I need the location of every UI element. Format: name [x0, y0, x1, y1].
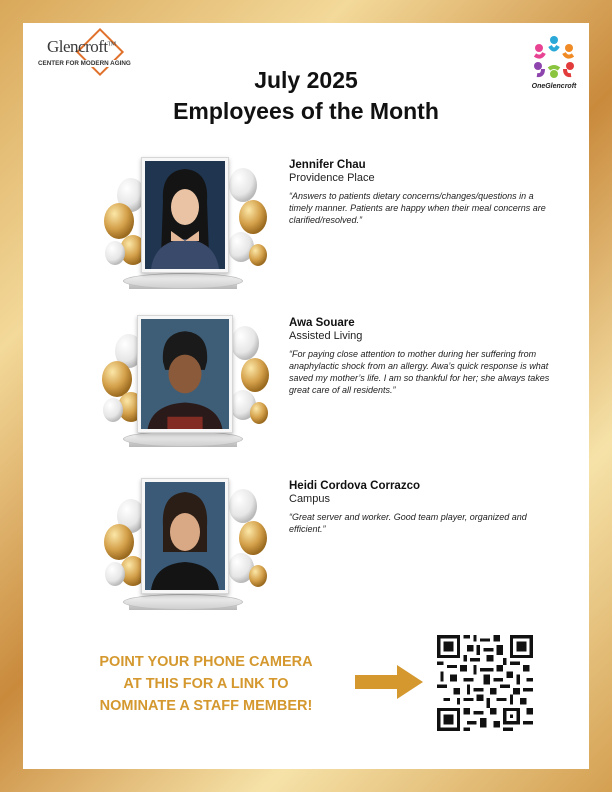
pedestal-top [123, 273, 243, 289]
cta-line-2: AT THIS FOR A LINK TO [123, 676, 289, 692]
nominate-call-to-action [71, 651, 341, 717]
employee-card-3 [23, 476, 589, 626]
employee-photo-frame [141, 157, 229, 273]
employee-quote: “Great server and worker. Good team player, organized and efficient.” [289, 512, 527, 534]
employee-photo-frame [141, 478, 229, 594]
employee-quote: “Answers to patients dietary concerns/changes/questions in a timely manner. Patients are happy when their meal concerns are clarified/resolved.” [289, 191, 546, 225]
cta-line-3: NOMINATE A STAFF MEMBER! [99, 698, 313, 714]
employee-info [289, 317, 559, 396]
title-month: July 2025 [254, 67, 358, 93]
pedestal-top [123, 594, 243, 610]
employee-info [289, 159, 559, 226]
org-name: Glencroft™ [47, 37, 116, 56]
employee-name: Jennifer Chau [289, 159, 366, 171]
employee-photo [145, 161, 225, 269]
employee-department: Providence Place [289, 172, 375, 184]
employee-photo [145, 482, 225, 590]
employee-name: Awa Souare [289, 317, 355, 329]
employee-department: Campus [289, 493, 330, 505]
title-heading: Employees of the Month [173, 98, 439, 124]
org-tagline: CENTER FOR MODERN AGING [38, 60, 131, 67]
employee-info [289, 480, 559, 535]
employee-photo [141, 319, 229, 429]
flyer-page [23, 23, 589, 769]
employee-card-2 [23, 313, 589, 463]
page-title [23, 65, 589, 127]
arrow-right-icon [355, 665, 423, 699]
employee-photo-frame [137, 315, 233, 433]
employee-quote: “For paying close attention to mother during her suffering from anaphylactic shock from an allergy. Awa’s quick response is what saved my mother’s life. I am so thankful for her; she always takes great care of all residents.” [289, 349, 550, 395]
nomination-qr-code[interactable] [437, 635, 533, 731]
employee-name: Heidi Cordova Corrazco [289, 480, 420, 492]
cta-line-1: POINT YOUR PHONE CAMERA [99, 654, 313, 670]
employee-card-1 [23, 155, 589, 305]
employee-department: Assisted Living [289, 330, 363, 342]
oneglencroft-label: OneGlencroft [531, 83, 577, 90]
